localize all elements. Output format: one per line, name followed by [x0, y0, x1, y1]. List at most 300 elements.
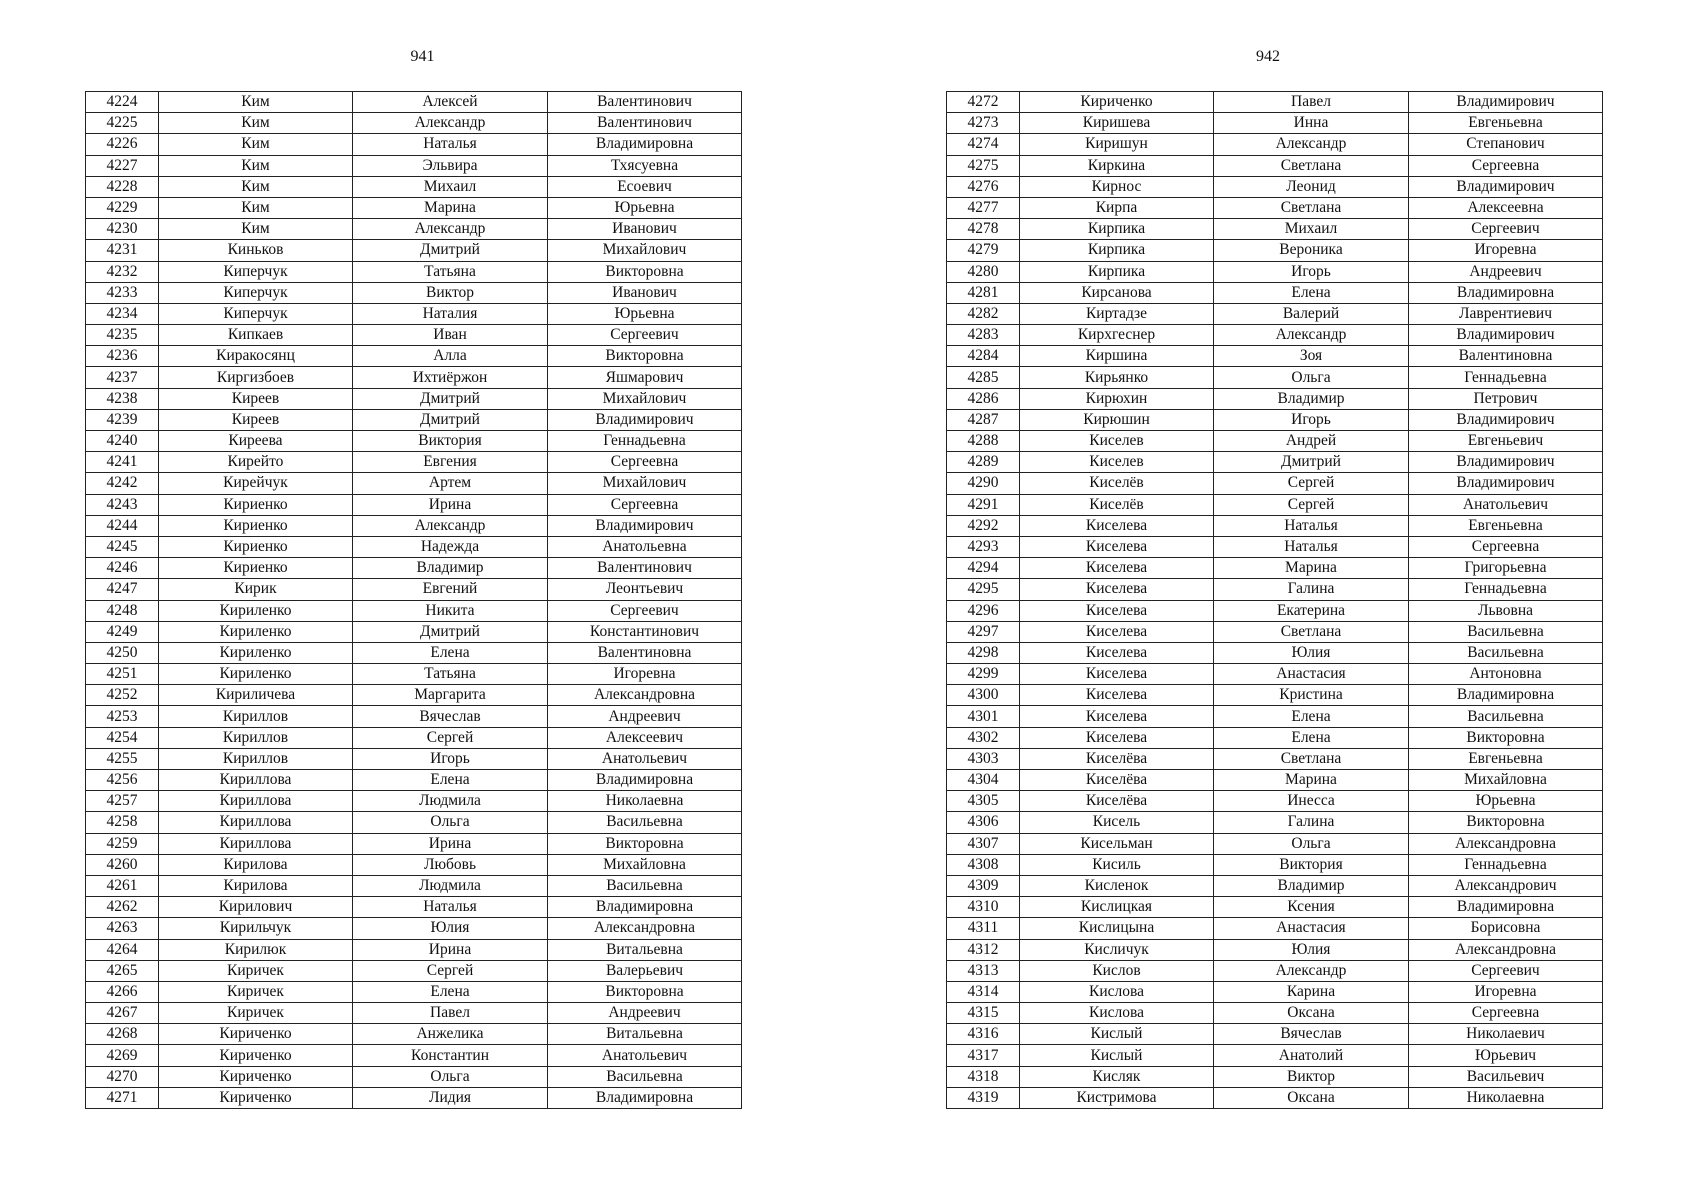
- table-row: [86, 240, 742, 261]
- patronymic-cell: Витальевна: [548, 939, 742, 960]
- patronymic-cell: Степанович: [1409, 134, 1603, 155]
- surname-cell: Кирилова: [159, 875, 353, 896]
- row-number-cell: 4312: [947, 939, 1020, 960]
- surname-cell: Кириллова: [159, 833, 353, 854]
- row-number-cell: 4272: [947, 92, 1020, 113]
- row-number-cell: 4304: [947, 770, 1020, 791]
- surname-cell: Кистримова: [1020, 1087, 1214, 1108]
- row-number-cell: 4274: [947, 134, 1020, 155]
- first-name-cell: Елена: [353, 770, 548, 791]
- patronymic-cell: Викторовна: [548, 261, 742, 282]
- page-number: 941: [410, 48, 435, 65]
- surname-cell: Киселев: [1020, 452, 1214, 473]
- table-row: [86, 770, 742, 791]
- patronymic-cell: Викторовна: [548, 981, 742, 1002]
- surname-cell: Киракосянц: [159, 346, 353, 367]
- patronymic-cell: Михайловна: [548, 854, 742, 875]
- row-number-cell: 4283: [947, 325, 1020, 346]
- first-name-cell: Ксения: [1214, 897, 1409, 918]
- table-row: [86, 388, 742, 409]
- first-name-cell: Светлана: [1214, 155, 1409, 176]
- patronymic-cell: Викторовна: [548, 833, 742, 854]
- table-row: [947, 452, 1603, 473]
- patronymic-cell: Михайлович: [548, 473, 742, 494]
- surname-cell: Кириенко: [159, 558, 353, 579]
- surname-cell: Кирпика: [1020, 219, 1214, 240]
- row-number-cell: 4229: [86, 197, 159, 218]
- row-number-cell: 4296: [947, 600, 1020, 621]
- patronymic-cell: Васильевна: [548, 875, 742, 896]
- patronymic-cell: Васильевна: [1409, 706, 1603, 727]
- table-row: [947, 473, 1603, 494]
- table-row: [86, 981, 742, 1002]
- patronymic-cell: Сергеевич: [1409, 960, 1603, 981]
- surname-cell: Кирсанова: [1020, 282, 1214, 303]
- roster-table: [85, 91, 742, 1109]
- table-row: [947, 134, 1603, 155]
- table-row: [947, 897, 1603, 918]
- first-name-cell: Эльвира: [353, 155, 548, 176]
- first-name-cell: Виктор: [1214, 1066, 1409, 1087]
- first-name-cell: Владимир: [1214, 875, 1409, 896]
- row-number-cell: 4288: [947, 431, 1020, 452]
- first-name-cell: Валерий: [1214, 303, 1409, 324]
- patronymic-cell: Викторовна: [1409, 812, 1603, 833]
- first-name-cell: Игорь: [353, 748, 548, 769]
- first-name-cell: Дмитрий: [353, 621, 548, 642]
- table-row: [947, 642, 1603, 663]
- surname-cell: Ким: [159, 155, 353, 176]
- table-row: [86, 854, 742, 875]
- table-row: [86, 197, 742, 218]
- patronymic-cell: Васильевна: [548, 1066, 742, 1087]
- patronymic-cell: Константинович: [548, 621, 742, 642]
- table-row: [86, 1087, 742, 1108]
- table-row: [86, 92, 742, 113]
- patronymic-cell: Владимировна: [548, 134, 742, 155]
- surname-cell: Кириченко: [159, 1045, 353, 1066]
- surname-cell: Кирпа: [1020, 197, 1214, 218]
- first-name-cell: Сергей: [353, 960, 548, 981]
- first-name-cell: Виктор: [353, 282, 548, 303]
- surname-cell: Киричек: [159, 981, 353, 1002]
- row-number-cell: 4311: [947, 918, 1020, 939]
- first-name-cell: Евгения: [353, 452, 548, 473]
- patronymic-cell: Евгеньевна: [1409, 515, 1603, 536]
- surname-cell: Кириленко: [159, 600, 353, 621]
- table-row: [86, 346, 742, 367]
- first-name-cell: Екатерина: [1214, 600, 1409, 621]
- row-number-cell: 4252: [86, 685, 159, 706]
- table-row: [947, 558, 1603, 579]
- patronymic-cell: Сергеевич: [1409, 219, 1603, 240]
- row-number-cell: 4236: [86, 346, 159, 367]
- table-row: [86, 536, 742, 557]
- surname-cell: Киселева: [1020, 600, 1214, 621]
- patronymic-cell: Сергеевна: [548, 452, 742, 473]
- first-name-cell: Елена: [1214, 727, 1409, 748]
- row-number-cell: 4245: [86, 536, 159, 557]
- patronymic-cell: Николаевна: [1409, 1087, 1603, 1108]
- row-number-cell: 4278: [947, 219, 1020, 240]
- row-number-cell: 4287: [947, 409, 1020, 430]
- patronymic-cell: Владимировна: [548, 770, 742, 791]
- row-number-cell: 4226: [86, 134, 159, 155]
- table-row: [86, 897, 742, 918]
- surname-cell: Кирхгеснер: [1020, 325, 1214, 346]
- first-name-cell: Лидия: [353, 1087, 548, 1108]
- first-name-cell: Наталья: [353, 897, 548, 918]
- surname-cell: Ким: [159, 92, 353, 113]
- row-number-cell: 4253: [86, 706, 159, 727]
- first-name-cell: Светлана: [1214, 621, 1409, 642]
- table-row: [86, 1003, 742, 1024]
- patronymic-cell: Викторовна: [548, 346, 742, 367]
- surname-cell: Кириленко: [159, 621, 353, 642]
- first-name-cell: Надежда: [353, 536, 548, 557]
- first-name-cell: Елена: [353, 642, 548, 663]
- surname-cell: Киперчук: [159, 303, 353, 324]
- patronymic-cell: Васильевич: [1409, 1066, 1603, 1087]
- row-number-cell: 4280: [947, 261, 1020, 282]
- surname-cell: Кириллова: [159, 770, 353, 791]
- first-name-cell: Артем: [353, 473, 548, 494]
- first-name-cell: Маргарита: [353, 685, 548, 706]
- row-number-cell: 4276: [947, 176, 1020, 197]
- table-row: [947, 1024, 1603, 1045]
- table-row: [86, 748, 742, 769]
- surname-cell: Ким: [159, 197, 353, 218]
- row-number-cell: 4228: [86, 176, 159, 197]
- table-row: [947, 494, 1603, 515]
- patronymic-cell: Евгеньевна: [1409, 748, 1603, 769]
- first-name-cell: Ольга: [353, 812, 548, 833]
- first-name-cell: Ольга: [353, 1066, 548, 1087]
- patronymic-cell: Владимировна: [1409, 685, 1603, 706]
- surname-cell: Киселёв: [1020, 494, 1214, 515]
- patronymic-cell: Геннадьевна: [1409, 367, 1603, 388]
- table-row: [947, 367, 1603, 388]
- table-row: [947, 1045, 1603, 1066]
- table-row: [947, 854, 1603, 875]
- surname-cell: Кипкаев: [159, 325, 353, 346]
- surname-cell: Кириченко: [159, 1066, 353, 1087]
- table-row: [86, 515, 742, 536]
- surname-cell: Кисельман: [1020, 833, 1214, 854]
- surname-cell: Кислова: [1020, 1003, 1214, 1024]
- patronymic-cell: Валентинович: [548, 558, 742, 579]
- first-name-cell: Вячеслав: [1214, 1024, 1409, 1045]
- row-number-cell: 4241: [86, 452, 159, 473]
- surname-cell: Киселева: [1020, 579, 1214, 600]
- surname-cell: Киселева: [1020, 515, 1214, 536]
- table-row: [86, 812, 742, 833]
- surname-cell: Кислый: [1020, 1024, 1214, 1045]
- first-name-cell: Оксана: [1214, 1003, 1409, 1024]
- patronymic-cell: Владимировна: [1409, 897, 1603, 918]
- surname-cell: Киричек: [159, 960, 353, 981]
- patronymic-cell: Геннадьевна: [548, 431, 742, 452]
- patronymic-cell: Игоревна: [1409, 981, 1603, 1002]
- row-number-cell: 4267: [86, 1003, 159, 1024]
- patronymic-cell: Александровна: [1409, 833, 1603, 854]
- first-name-cell: Марина: [353, 197, 548, 218]
- table-row: [947, 706, 1603, 727]
- table-row: [947, 621, 1603, 642]
- row-number-cell: 4315: [947, 1003, 1020, 1024]
- first-name-cell: Дмитрий: [353, 240, 548, 261]
- first-name-cell: Кристина: [1214, 685, 1409, 706]
- first-name-cell: Галина: [1214, 579, 1409, 600]
- surname-cell: Кириченко: [1020, 92, 1214, 113]
- table-row: [86, 452, 742, 473]
- first-name-cell: Александр: [1214, 960, 1409, 981]
- table-row: [947, 727, 1603, 748]
- roster-table: [946, 91, 1603, 1109]
- row-number-cell: 4319: [947, 1087, 1020, 1108]
- row-number-cell: 4257: [86, 791, 159, 812]
- table-row: [947, 748, 1603, 769]
- patronymic-cell: Сергеевна: [1409, 536, 1603, 557]
- surname-cell: Кириллов: [159, 748, 353, 769]
- surname-cell: Киселева: [1020, 685, 1214, 706]
- surname-cell: Ким: [159, 219, 353, 240]
- row-number-cell: 4299: [947, 664, 1020, 685]
- row-number-cell: 4249: [86, 621, 159, 642]
- surname-cell: Киселёв: [1020, 473, 1214, 494]
- table-row: [947, 155, 1603, 176]
- surname-cell: Киреев: [159, 409, 353, 430]
- surname-cell: Кисляк: [1020, 1066, 1214, 1087]
- table-row: [947, 1087, 1603, 1108]
- patronymic-cell: Александрович: [1409, 875, 1603, 896]
- surname-cell: Киселева: [1020, 621, 1214, 642]
- surname-cell: Киреева: [159, 431, 353, 452]
- surname-cell: Кирилюк: [159, 939, 353, 960]
- row-number-cell: 4238: [86, 388, 159, 409]
- patronymic-cell: Анатольевна: [548, 536, 742, 557]
- table-row: [86, 939, 742, 960]
- page-number: 942: [1256, 48, 1280, 65]
- row-number-cell: 4273: [947, 113, 1020, 134]
- patronymic-cell: Михайлович: [548, 240, 742, 261]
- row-number-cell: 4313: [947, 960, 1020, 981]
- first-name-cell: Любовь: [353, 854, 548, 875]
- row-number-cell: 4244: [86, 515, 159, 536]
- table-row: [947, 918, 1603, 939]
- table-row: [947, 1066, 1603, 1087]
- first-name-cell: Зоя: [1214, 346, 1409, 367]
- surname-cell: Киселева: [1020, 706, 1214, 727]
- table-row: [947, 600, 1603, 621]
- surname-cell: Кислов: [1020, 960, 1214, 981]
- patronymic-cell: Владимирович: [1409, 473, 1603, 494]
- row-number-cell: 4262: [86, 897, 159, 918]
- row-number-cell: 4227: [86, 155, 159, 176]
- row-number-cell: 4239: [86, 409, 159, 430]
- patronymic-cell: Николаевна: [548, 791, 742, 812]
- patronymic-cell: Юрьевич: [1409, 1045, 1603, 1066]
- table-row: [86, 303, 742, 324]
- surname-cell: Кириенко: [159, 494, 353, 515]
- first-name-cell: Александр: [1214, 325, 1409, 346]
- page-right: [845, 0, 1691, 1200]
- row-number-cell: 4264: [86, 939, 159, 960]
- surname-cell: Кисель: [1020, 812, 1214, 833]
- row-number-cell: 4270: [86, 1066, 159, 1087]
- row-number-cell: 4234: [86, 303, 159, 324]
- row-number-cell: 4310: [947, 897, 1020, 918]
- first-name-cell: Людмила: [353, 791, 548, 812]
- table-row: [947, 1003, 1603, 1024]
- patronymic-cell: Михайловна: [1409, 770, 1603, 791]
- first-name-cell: Игорь: [1214, 409, 1409, 430]
- first-name-cell: Михаил: [1214, 219, 1409, 240]
- first-name-cell: Виктория: [1214, 854, 1409, 875]
- table-row: [947, 388, 1603, 409]
- row-number-cell: 4307: [947, 833, 1020, 854]
- row-number-cell: 4286: [947, 388, 1020, 409]
- surname-cell: Киселева: [1020, 642, 1214, 663]
- table-row: [947, 770, 1603, 791]
- row-number-cell: 4254: [86, 727, 159, 748]
- table-row: [947, 515, 1603, 536]
- patronymic-cell: Валентиновна: [548, 642, 742, 663]
- first-name-cell: Михаил: [353, 176, 548, 197]
- patronymic-cell: Владимирович: [548, 409, 742, 430]
- first-name-cell: Александр: [353, 113, 548, 134]
- patronymic-cell: Владимирович: [548, 515, 742, 536]
- table-row: [947, 261, 1603, 282]
- row-number-cell: 4263: [86, 918, 159, 939]
- surname-cell: Кирилович: [159, 897, 353, 918]
- surname-cell: Киселева: [1020, 664, 1214, 685]
- table-row: [86, 918, 742, 939]
- table-row: [947, 325, 1603, 346]
- row-number-cell: 4225: [86, 113, 159, 134]
- surname-cell: Кириленко: [159, 642, 353, 663]
- patronymic-cell: Геннадьевна: [1409, 579, 1603, 600]
- table-row: [947, 812, 1603, 833]
- surname-cell: Кирпика: [1020, 240, 1214, 261]
- table-row: [86, 1024, 742, 1045]
- table-row: [86, 600, 742, 621]
- table-row: [86, 494, 742, 515]
- first-name-cell: Карина: [1214, 981, 1409, 1002]
- row-number-cell: 4292: [947, 515, 1020, 536]
- first-name-cell: Ольга: [1214, 367, 1409, 388]
- surname-cell: Киселева: [1020, 727, 1214, 748]
- table-row: [86, 176, 742, 197]
- surname-cell: Кирилова: [159, 854, 353, 875]
- surname-cell: Кислицкая: [1020, 897, 1214, 918]
- surname-cell: Кирюхин: [1020, 388, 1214, 409]
- first-name-cell: Наталья: [353, 134, 548, 155]
- table-row: [947, 176, 1603, 197]
- surname-cell: Кислый: [1020, 1045, 1214, 1066]
- first-name-cell: Александр: [353, 515, 548, 536]
- first-name-cell: Марина: [1214, 558, 1409, 579]
- patronymic-cell: Игоревна: [548, 664, 742, 685]
- row-number-cell: 4275: [947, 155, 1020, 176]
- row-number-cell: 4281: [947, 282, 1020, 303]
- row-number-cell: 4271: [86, 1087, 159, 1108]
- row-number-cell: 4260: [86, 854, 159, 875]
- first-name-cell: Андрей: [1214, 431, 1409, 452]
- surname-cell: Киселева: [1020, 536, 1214, 557]
- first-name-cell: Анатолий: [1214, 1045, 1409, 1066]
- surname-cell: Кириллов: [159, 727, 353, 748]
- first-name-cell: Вячеслав: [353, 706, 548, 727]
- first-name-cell: Ирина: [353, 494, 548, 515]
- table-row: [947, 939, 1603, 960]
- surname-cell: Кириченко: [159, 1087, 353, 1108]
- surname-cell: Кириличева: [159, 685, 353, 706]
- first-name-cell: Дмитрий: [1214, 452, 1409, 473]
- row-number-cell: 4243: [86, 494, 159, 515]
- patronymic-cell: Васильевна: [548, 812, 742, 833]
- surname-cell: Кирик: [159, 579, 353, 600]
- table-row: [947, 960, 1603, 981]
- table-row: [86, 473, 742, 494]
- first-name-cell: Дмитрий: [353, 409, 548, 430]
- table-row: [86, 579, 742, 600]
- patronymic-cell: Яшмарович: [548, 367, 742, 388]
- first-name-cell: Ирина: [353, 939, 548, 960]
- surname-cell: Киселева: [1020, 558, 1214, 579]
- row-number-cell: 4250: [86, 642, 159, 663]
- row-number-cell: 4289: [947, 452, 1020, 473]
- surname-cell: Киргизбоев: [159, 367, 353, 388]
- first-name-cell: Ихтиёржон: [353, 367, 548, 388]
- first-name-cell: Светлана: [1214, 197, 1409, 218]
- row-number-cell: 4251: [86, 664, 159, 685]
- first-name-cell: Ольга: [1214, 833, 1409, 854]
- surname-cell: Кириенко: [159, 536, 353, 557]
- table-row: [86, 282, 742, 303]
- table-row: [947, 282, 1603, 303]
- table-row: [86, 409, 742, 430]
- table-row: [86, 113, 742, 134]
- row-number-cell: 4306: [947, 812, 1020, 833]
- patronymic-cell: Львовна: [1409, 600, 1603, 621]
- table-row: [86, 875, 742, 896]
- first-name-cell: Анастасия: [1214, 664, 1409, 685]
- first-name-cell: Игорь: [1214, 261, 1409, 282]
- table-row: [86, 621, 742, 642]
- surname-cell: Киселёва: [1020, 791, 1214, 812]
- patronymic-cell: Михайлович: [548, 388, 742, 409]
- patronymic-cell: Юрьевна: [1409, 791, 1603, 812]
- row-number-cell: 4246: [86, 558, 159, 579]
- table-row: [86, 1045, 742, 1066]
- table-row: [86, 261, 742, 282]
- row-number-cell: 4295: [947, 579, 1020, 600]
- row-number-cell: 4258: [86, 812, 159, 833]
- row-number-cell: 4237: [86, 367, 159, 388]
- first-name-cell: Сергей: [1214, 473, 1409, 494]
- first-name-cell: Марина: [1214, 770, 1409, 791]
- first-name-cell: Ирина: [353, 833, 548, 854]
- patronymic-cell: Есоевич: [548, 176, 742, 197]
- surname-cell: Киричек: [159, 1003, 353, 1024]
- row-number-cell: 4290: [947, 473, 1020, 494]
- first-name-cell: Наталия: [353, 303, 548, 324]
- patronymic-cell: Валентинович: [548, 92, 742, 113]
- row-number-cell: 4230: [86, 219, 159, 240]
- surname-cell: Кириенко: [159, 515, 353, 536]
- patronymic-cell: Владимировна: [548, 1087, 742, 1108]
